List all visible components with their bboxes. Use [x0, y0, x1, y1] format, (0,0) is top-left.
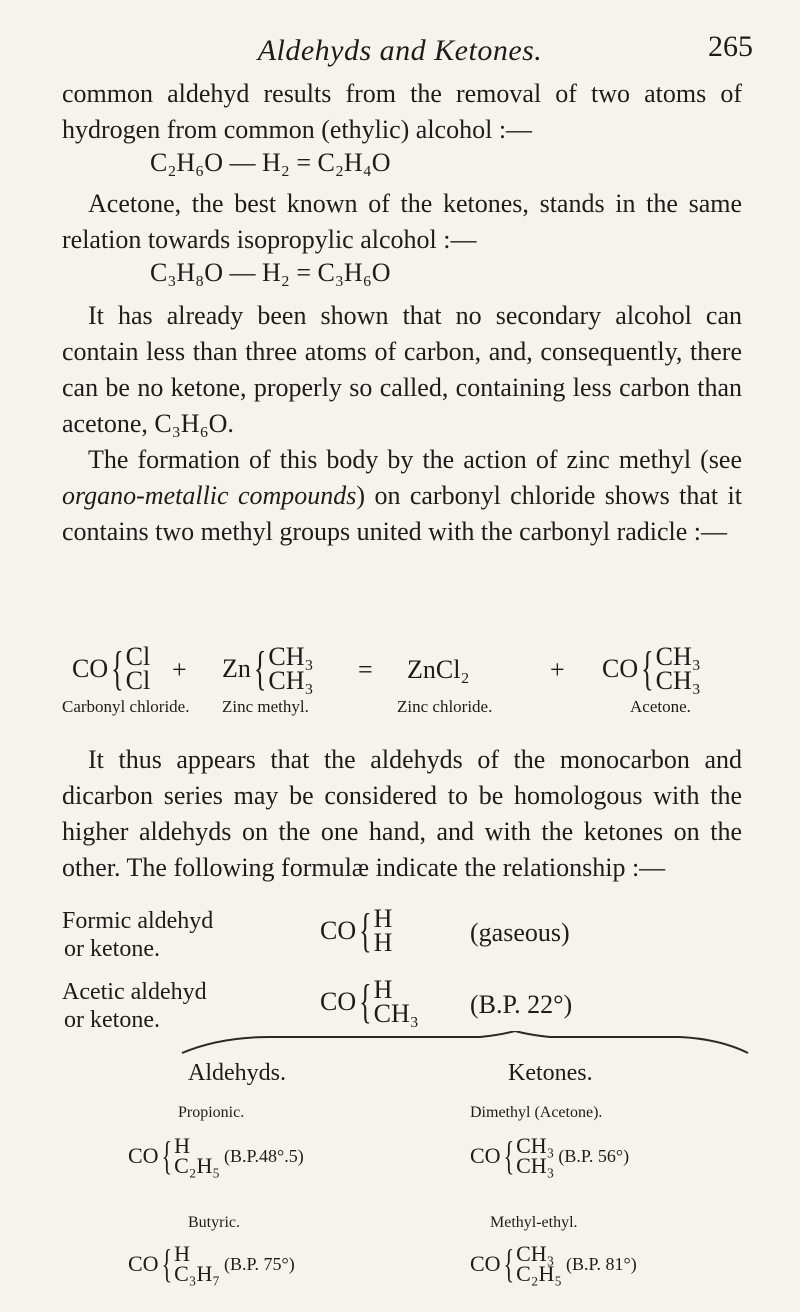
- acetic-label-line2: or ketone.: [64, 1007, 160, 1033]
- brace-icon: {: [359, 974, 372, 1028]
- formula-top: CH₃: [655, 642, 701, 671]
- boiling-point: (B.P.48°.5): [224, 1145, 304, 1166]
- running-title: Aldehyds and Ketones.: [257, 34, 543, 67]
- formic-note: (gaseous): [470, 918, 570, 947]
- co-symbol: CO: [320, 987, 357, 1016]
- formic-label-line2: or ketone.: [64, 936, 160, 962]
- equation-isopropylic: C₃H₈O — H₂ = C₃H₆O: [150, 258, 391, 287]
- co-symbol: CO: [470, 1143, 501, 1168]
- plus-sign: +: [172, 655, 187, 684]
- formula-bottom: CH₃: [655, 666, 701, 695]
- formic-label: [62, 907, 213, 963]
- acetic-note: (B.P. 22°): [470, 990, 573, 1019]
- page-number: 265: [708, 30, 753, 63]
- caption-acetone: Acetone.: [630, 697, 691, 716]
- methyl-ethyl-name: Methyl-ethyl.: [490, 1214, 578, 1231]
- paragraph-2: Acetone, the best known of the ketones, stands in the same relation towards isopropylic alcohol :—: [62, 189, 742, 254]
- organo-metallic-reference: organo-metallic compounds: [62, 481, 357, 510]
- propionic-name: Propionic.: [178, 1104, 245, 1121]
- formula-bottom: C₂H₅: [174, 1153, 221, 1178]
- butyric-formula: [128, 1239, 295, 1287]
- branch-bracket: [180, 1031, 750, 1059]
- plus-sign: +: [550, 655, 565, 684]
- formula-bottom: C₃H₇: [174, 1261, 221, 1286]
- formula-bottom: Cl: [125, 666, 151, 695]
- formula-top: H: [174, 1241, 191, 1266]
- formula-bottom: CH₃: [268, 666, 314, 695]
- formula-bottom: C₂H₅: [516, 1261, 563, 1286]
- formula-top: H: [373, 904, 393, 933]
- carbonyl-chloride-formula: [72, 641, 151, 695]
- dimethyl-name: Dimethyl (Acetone).: [470, 1104, 603, 1121]
- brace-icon: {: [641, 641, 654, 695]
- butyric-name: Butyric.: [188, 1214, 240, 1231]
- brace-icon: {: [161, 1239, 173, 1287]
- reaction-equation: [62, 641, 752, 725]
- formic-label-line1: Formic aldehyd: [62, 908, 214, 934]
- equation-ethylic: C₂H₆O — H₂ = C₂H₄O: [150, 148, 391, 177]
- paragraph-4: [62, 442, 742, 550]
- co-symbol: CO: [128, 1143, 159, 1168]
- formula-top: H: [373, 975, 393, 1004]
- boiling-point: (B.P. 75°): [224, 1253, 295, 1274]
- caption-zinc-methyl: Zinc methyl.: [222, 697, 309, 716]
- formula-top: Cl: [125, 642, 151, 671]
- formula-top: CH₃: [516, 1133, 555, 1158]
- acetic-label-line1: Acetic aldehyd: [62, 979, 207, 1005]
- ketones-heading: Ketones.: [508, 1060, 593, 1086]
- dimethyl-formula: [470, 1131, 630, 1179]
- acetic-formula: [320, 974, 419, 1028]
- co-symbol: CO: [602, 654, 639, 683]
- zn-symbol: Zn: [222, 654, 251, 683]
- boiling-point: (B.P. 81°): [566, 1253, 637, 1274]
- paragraph-1: common aldehyd results from the removal of two atoms of hydrogen from common (ethylic) alcohol :—: [62, 79, 742, 144]
- brace-icon: {: [253, 641, 267, 695]
- zinc-chloride-formula: ZnCl₂: [407, 655, 470, 684]
- caption-zinc-chloride: Zinc chloride.: [397, 697, 493, 716]
- equals-sign: =: [358, 655, 373, 684]
- methyl-ethyl-formula: [470, 1239, 637, 1287]
- formula-bottom: CH₃: [516, 1153, 555, 1178]
- paragraph-4-lead: The formation of this body by the action of zinc methyl (see: [88, 445, 742, 474]
- zinc-methyl-formula: [222, 641, 314, 695]
- brace-icon: {: [161, 1131, 173, 1179]
- formula-top: H: [174, 1133, 191, 1158]
- formula-bottom: H: [373, 928, 393, 957]
- propionic-formula: [128, 1131, 304, 1179]
- aldehyds-heading: Aldehyds.: [188, 1060, 286, 1086]
- acetone-formula: [602, 641, 701, 695]
- brace-icon: {: [111, 641, 124, 695]
- brace-icon: {: [359, 903, 372, 957]
- co-symbol: CO: [470, 1251, 501, 1276]
- paragraph-5: It thus appears that the aldehyds of the monocarbon and dicarbon series may be considered to be homologous with the higher aldehyds on the one hand, and with the ketones on the other. The following formulæ indicate the relationship :—: [62, 745, 742, 882]
- formula-bottom: CH₃: [373, 999, 419, 1028]
- paragraph-3: It has already been shown that no secondary alcohol can contain less than three atoms of carbon, and, consequently, there can be no ketone, properly so called, containing less carbon than acetone, C₃H₆O.: [62, 301, 742, 438]
- co-symbol: CO: [320, 916, 357, 945]
- brace-icon: {: [503, 1239, 515, 1287]
- co-symbol: CO: [72, 654, 109, 683]
- brace-icon: {: [503, 1131, 515, 1179]
- paragraph-4-tail: ) on carbonyl chloride shows that it contains two methyl groups united with the carbonyl radicle :—: [62, 481, 742, 546]
- formic-formula: [320, 903, 393, 957]
- boiling-point: (B.P. 56°): [558, 1145, 630, 1166]
- acetic-label: [62, 978, 207, 1034]
- formula-top: CH₃: [268, 642, 314, 671]
- co-symbol: CO: [128, 1251, 159, 1276]
- formula-top: CH₃: [516, 1241, 555, 1266]
- caption-carbonyl-chloride: Carbonyl chloride.: [62, 697, 190, 716]
